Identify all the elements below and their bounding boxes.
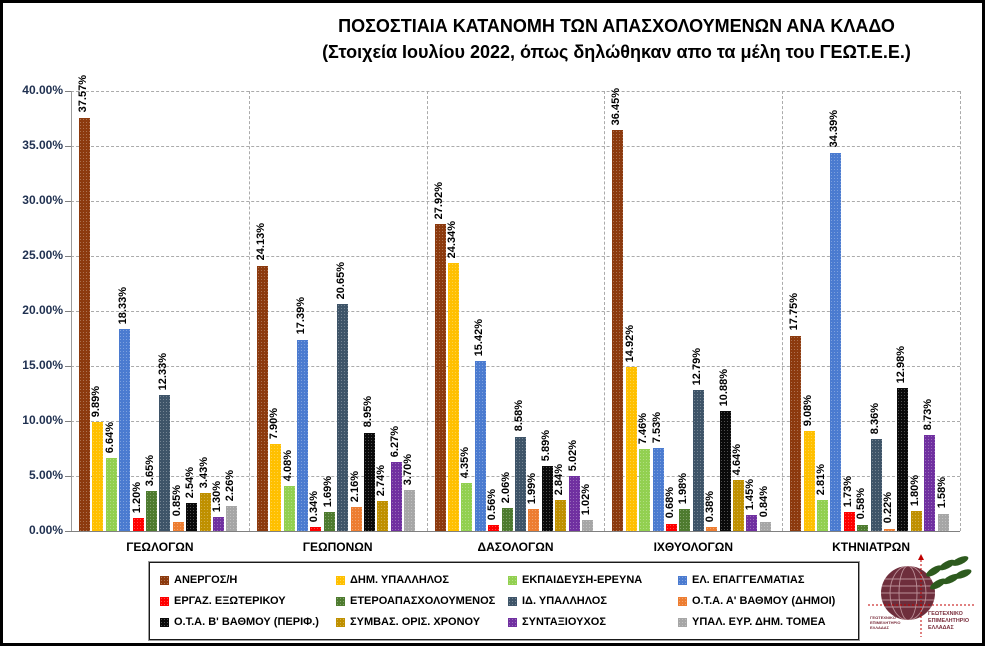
x-axis-category-label: ΚΤΗΝΙΑΤΡΩΝ — [832, 540, 911, 554]
bar-slot — [830, 91, 841, 531]
bar — [612, 130, 623, 531]
bar-value-label: 3.70% — [402, 454, 415, 486]
bar — [119, 329, 130, 531]
bar-slot — [321, 91, 335, 531]
bar-slot — [254, 91, 268, 531]
bar — [146, 491, 157, 531]
bar-value-label: 2.16% — [348, 471, 361, 503]
y-axis-label: 10.00% — [22, 413, 63, 427]
y-axis-label: 15.00% — [22, 358, 63, 372]
bar-value-label: 1.58% — [935, 477, 948, 509]
bar-value-label: 6.64% — [103, 421, 116, 453]
bar-value-label: 2.06% — [499, 472, 512, 504]
bar-slot — [746, 91, 757, 531]
bar — [924, 435, 935, 531]
bar-value-label: 1.20% — [130, 481, 143, 513]
bar-value-label: 1.02% — [579, 483, 592, 515]
bar — [746, 515, 757, 531]
bar-slot — [566, 91, 580, 531]
chart-legend — [149, 562, 859, 640]
bar — [159, 395, 170, 531]
bar-slot — [445, 91, 459, 531]
bar — [569, 476, 580, 531]
legend-item-label: ΥΠΑΛ. ΕΥΡ. ΔΗΜ. ΤΟΜΕΑ — [692, 616, 826, 628]
bar — [666, 524, 677, 531]
bar — [626, 367, 637, 531]
bar-slot — [790, 91, 801, 531]
legend-item-label: ΕΛ. ΕΠΑΓΓΕΛΜΑΤΙΑΣ — [692, 574, 805, 586]
bar-slot — [294, 91, 308, 531]
bar — [257, 266, 268, 531]
bar-value-label: 0.34% — [308, 491, 321, 523]
bar — [679, 509, 690, 531]
bar-slot — [539, 91, 553, 531]
bar-value-label: 0.85% — [170, 485, 183, 517]
bar — [270, 444, 281, 531]
legend-item-label: ΑΝΕΡΓΟΣ/Η — [174, 574, 238, 586]
bar — [555, 500, 566, 531]
logo-arrow-icon — [918, 554, 924, 560]
legend-swatch-icon — [678, 618, 687, 627]
bar-slot — [690, 91, 704, 531]
category-panel — [249, 91, 428, 531]
bar-slot — [499, 91, 513, 531]
bar-slot — [186, 91, 197, 531]
bar — [92, 422, 103, 531]
bar — [391, 462, 402, 531]
bar-value-label: 37.57% — [77, 75, 89, 113]
chart-title: ΠΟΣΟΣΤΙΑΙΑ ΚΑΤΑΝΟΜΗ ΤΩΝ ΑΠΑΣΧΟΛΟΥΜΕΝΩΝ ΑΝΑ ΚΛΑΔΟ — [338, 16, 895, 36]
legend-item-label: ΔΗΜ. ΥΠΑΛΛΗΛΟΣ — [350, 574, 449, 586]
bar-slot — [310, 91, 321, 531]
bar-value-label: 4.64% — [730, 443, 743, 475]
legend-item-label: Ο.Τ.Α. Β' ΒΑΘΜΟΥ (ΠΕΡΙΦ.) — [174, 616, 319, 628]
legend-item-label: ΙΔ. ΥΠΑΛΛΗΛΟΣ — [522, 595, 607, 607]
bar-slot — [348, 91, 362, 531]
y-axis-label: 0.00% — [28, 523, 63, 537]
bar-value-label: 12.79% — [690, 348, 703, 386]
category-panel — [71, 75, 250, 531]
bar-value-label: 1.98% — [677, 473, 690, 505]
bar-value-label: 2.81% — [814, 463, 827, 496]
bar-value-label: 1.30% — [211, 480, 223, 512]
bar-slot — [388, 91, 402, 531]
bar-slot — [757, 91, 771, 531]
bar-slot — [897, 91, 908, 531]
bar — [938, 514, 949, 531]
bar-slot — [908, 91, 922, 531]
legend-swatch-icon — [160, 618, 169, 627]
legend-item — [160, 574, 336, 586]
bar — [515, 437, 526, 531]
bar-value-label: 34.39% — [828, 110, 841, 148]
legend-swatch-icon — [160, 576, 169, 585]
legend-swatch-icon — [678, 576, 687, 585]
bar — [213, 517, 224, 531]
bar-value-label: 1.80% — [908, 475, 921, 507]
bar-value-label: 36.45% — [610, 87, 623, 126]
bar — [475, 361, 486, 531]
bar — [377, 501, 388, 531]
bar-value-label: 2.26% — [224, 469, 237, 502]
svg-text:ΕΛΛΑΔΑΣ: ΕΛΛΑΔΑΣ — [870, 625, 890, 630]
bar-slot — [610, 87, 623, 531]
bar — [693, 390, 704, 531]
legend-swatch-icon — [160, 597, 169, 606]
bar — [310, 527, 321, 531]
svg-text:ΕΠΙΜΕΛΗΤΗΡΙΟ: ΕΠΙΜΕΛΗΤΗΡΙΟ — [928, 618, 970, 624]
legend-item-label: ΕΤΕΡΟΑΠΑΣΧΟΛΟΥΜΕΝΟΣ — [350, 595, 496, 607]
legend-item — [160, 616, 336, 628]
chart-header — [3, 13, 982, 65]
geotee-logo — [862, 553, 982, 643]
bar-slot — [146, 91, 157, 531]
bar-slot — [814, 91, 828, 531]
bar — [297, 340, 308, 531]
bar — [351, 507, 362, 531]
category-panel — [427, 91, 606, 531]
bar-slot — [730, 91, 744, 531]
x-axis-category-label: ΔΑΣΟΛΟΓΩΝ — [477, 540, 554, 554]
bar-value-label: 2.84% — [553, 463, 566, 495]
svg-text:ΓΕΩΤΕΧΝΙΚΟ: ΓΕΩΤΕΧΝΙΚΟ — [870, 615, 896, 620]
bar — [284, 486, 295, 531]
bar — [542, 466, 553, 531]
legend-swatch-icon — [508, 597, 517, 606]
bar-value-label: 7.46% — [637, 412, 650, 444]
bar-value-label: 12.98% — [895, 345, 908, 384]
bar-value-label: 0.56% — [486, 488, 499, 520]
bar-slot — [119, 91, 130, 531]
bar-value-label: 6.27% — [388, 425, 401, 458]
legend-item — [678, 595, 850, 607]
bar-slot — [801, 91, 815, 531]
bar-value-label: 0.38% — [704, 490, 717, 522]
bar-slot — [461, 91, 472, 531]
bar-slot — [924, 91, 935, 531]
bar-value-label: 27.92% — [432, 181, 445, 219]
bar-value-label: 1.73% — [841, 475, 854, 507]
bar-slot — [841, 91, 855, 531]
bar — [186, 503, 197, 531]
bar-value-label: 9.89% — [90, 386, 103, 418]
bar-slot — [337, 91, 348, 531]
bar-slot — [679, 91, 690, 531]
bar — [733, 480, 744, 531]
bar — [133, 518, 144, 531]
bar-slot — [361, 91, 375, 531]
bar-value-label: 24.34% — [445, 220, 458, 259]
bar-value-label: 4.08% — [281, 449, 294, 482]
bar-value-label: 17.75% — [788, 293, 801, 331]
bar-value-label: 20.65% — [335, 261, 348, 299]
svg-text:ΕΛΛΑΔΑΣ: ΕΛΛΑΔΑΣ — [928, 625, 954, 631]
bar — [830, 153, 841, 531]
legend-item-label: ΣΥΜΒΑΣ. ΟΡΙΣ. ΧΡΟΝΟΥ — [350, 616, 481, 628]
legend-item-label: ΕΚΠΑΙΔΕΥΣΗ-ΕΡΕΥΝΑ — [522, 574, 643, 586]
bar — [448, 263, 459, 531]
legend-item — [508, 595, 678, 607]
bar-value-label: 2.54% — [184, 466, 197, 499]
bar — [435, 224, 446, 531]
bar-value-label: 0.22% — [881, 492, 894, 524]
bar-value-label: 7.90% — [268, 407, 281, 440]
bar — [804, 431, 815, 531]
y-axis-label: 40.00% — [22, 83, 63, 97]
legend-swatch-icon — [336, 576, 345, 585]
bar — [528, 509, 539, 531]
legend-item — [678, 574, 850, 586]
legend-item — [678, 616, 850, 628]
bar — [911, 511, 922, 531]
bar — [461, 483, 472, 531]
bar — [790, 336, 801, 531]
bar-slot — [706, 91, 717, 531]
bar — [364, 433, 375, 531]
legend-item — [336, 574, 508, 586]
bar-slot — [881, 91, 895, 531]
bar — [897, 388, 908, 531]
bar-slot — [935, 91, 949, 531]
legend-item — [160, 595, 336, 607]
bar-value-label: 4.35% — [459, 446, 472, 479]
bar — [79, 118, 90, 531]
legend-item — [508, 616, 678, 628]
bar-value-label: 3.65% — [144, 454, 156, 486]
category-panel — [782, 91, 961, 531]
bar-slot — [432, 91, 446, 531]
bar-slot — [103, 91, 117, 531]
bar-value-label: 14.92% — [623, 324, 636, 362]
bar-value-label: 8.73% — [922, 398, 935, 430]
legend-swatch-icon — [678, 597, 687, 606]
bar-slot — [857, 91, 868, 531]
logo-text-large — [928, 611, 969, 631]
legend-swatch-icon — [336, 597, 345, 606]
x-axis-category-label: ΙΧΘΥΟΛΟΓΩΝ — [653, 540, 733, 554]
bar — [639, 449, 650, 531]
legend-item — [336, 595, 508, 607]
bar-slot — [159, 91, 170, 531]
bar-slot — [377, 91, 388, 531]
bar-slot — [197, 91, 211, 531]
bar-slot — [512, 91, 526, 531]
bar-value-label: 1.69% — [321, 476, 334, 508]
legend-item-label: ΕΡΓΑΖ. ΕΞΩΤΕΡΙΚΟΥ — [174, 595, 286, 607]
bar — [760, 522, 771, 531]
y-axis-label: 5.00% — [28, 468, 63, 482]
bar — [106, 458, 117, 531]
bar-slot — [226, 91, 237, 531]
y-axis-label: 25.00% — [22, 248, 63, 262]
bar-slot — [488, 91, 499, 531]
bar-value-label: 10.88% — [717, 369, 730, 407]
bar-slot — [130, 91, 144, 531]
bar-slot — [404, 91, 415, 531]
bar-slot — [270, 91, 281, 531]
bar — [404, 490, 415, 531]
bar-value-label: 8.58% — [512, 400, 525, 432]
bar-value-label: 2.74% — [375, 464, 388, 496]
bar-value-label: 3.43% — [197, 457, 210, 489]
bar — [706, 527, 717, 531]
svg-text:ΕΠΙΜΕΛΗΤΗΡΙΟ: ΕΠΙΜΕΛΗΤΗΡΙΟ — [870, 620, 901, 625]
bar-slot — [281, 91, 295, 531]
bar-value-label: 1.99% — [526, 472, 539, 505]
legend-item-label: Ο.Τ.Α. Α' ΒΑΘΜΟΥ (ΔΗΜΟΙ) — [692, 595, 836, 607]
bar-slot — [528, 91, 539, 531]
bar-value-label: 7.53% — [650, 411, 663, 444]
bar — [871, 439, 882, 531]
bar-value-label: 1.45% — [744, 478, 757, 511]
bar — [844, 512, 855, 531]
bar — [817, 500, 828, 531]
legend-item-label: ΣΥΝΤΑΞΙΟΥΧΟΣ — [522, 616, 606, 628]
bar-value-label: 18.33% — [117, 287, 130, 325]
bar-slot — [717, 91, 731, 531]
x-axis-line — [71, 531, 960, 532]
bar-value-label: 17.39% — [294, 297, 307, 335]
bar — [200, 493, 211, 531]
bar-slot — [663, 91, 677, 531]
bar-value-label: 0.58% — [855, 488, 868, 520]
bar-slot — [639, 91, 650, 531]
bar-slot — [92, 91, 103, 531]
bar — [226, 506, 237, 531]
legend-item — [336, 616, 508, 628]
bar — [324, 512, 335, 531]
legend-swatch-icon — [508, 576, 517, 585]
bar — [337, 304, 348, 531]
logo-leaves-icon — [924, 554, 972, 592]
bar-slot — [868, 91, 882, 531]
bar-value-label: 5.02% — [566, 439, 579, 471]
bar-value-label: 12.33% — [157, 353, 170, 391]
bar — [582, 520, 593, 531]
bar-value-label: 5.89% — [539, 430, 552, 462]
bar — [857, 525, 868, 531]
bar-slot — [472, 91, 486, 531]
y-axis-label: 30.00% — [22, 193, 63, 207]
bar-value-label: 0.68% — [663, 487, 676, 519]
category-panel — [604, 87, 783, 531]
legend-swatch-icon — [508, 618, 517, 627]
bar — [488, 525, 499, 531]
svg-text:ΓΕΩΤΕΧΝΙΚΟ: ΓΕΩΤΕΧΝΙΚΟ — [928, 611, 963, 617]
x-axis-category-label: ΓΕΩΠΟΝΩΝ — [302, 540, 373, 554]
bar-value-label: 0.84% — [757, 485, 770, 517]
bar-slot — [623, 91, 637, 531]
bar-slot — [77, 75, 90, 531]
bar-slot — [555, 91, 566, 531]
bar-value-label: 8.95% — [361, 396, 374, 428]
logo-text-small — [870, 615, 900, 630]
bar — [173, 522, 184, 531]
bar-slot — [213, 91, 224, 531]
bar-value-label: 8.36% — [868, 402, 881, 435]
bar-slot — [579, 91, 593, 531]
bar — [502, 508, 513, 531]
x-axis-category-label: ΓΕΩΛΟΓΩΝ — [126, 540, 194, 554]
bar-slot — [650, 91, 664, 531]
legend-swatch-icon — [336, 618, 345, 627]
bar-slot — [170, 91, 184, 531]
bar-value-label: 15.42% — [472, 319, 485, 357]
bar — [720, 411, 731, 531]
bar-value-label: 24.13% — [254, 223, 267, 261]
bar-value-label: 9.08% — [801, 394, 814, 427]
bar — [884, 529, 895, 531]
chart-subtitle: (Στοιχεία Ιουλίου 2022, όπως δηλώθηκαν απο τα μέλη του ΓΕΩΤ.Ε.Ε.) — [322, 42, 911, 63]
bar — [653, 448, 664, 531]
y-axis-label: 20.00% — [22, 303, 63, 317]
y-axis-label: 35.00% — [22, 138, 63, 152]
legend-item — [508, 574, 678, 586]
